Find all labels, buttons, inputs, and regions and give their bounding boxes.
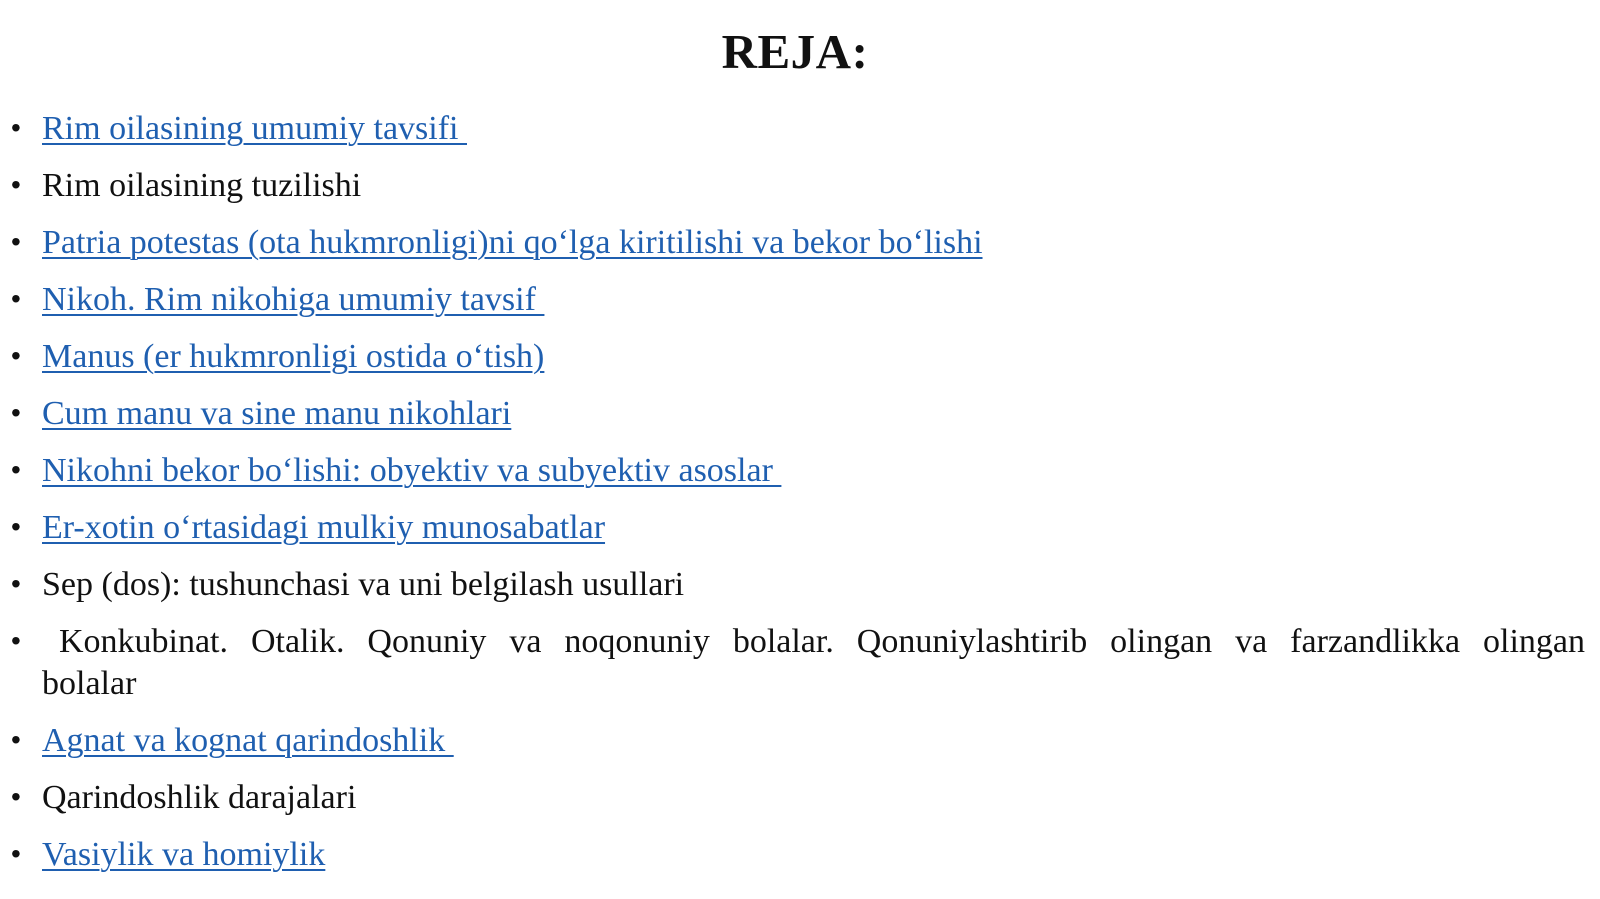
bullet-icon: • (11, 724, 21, 755)
plan-item-1 (0, 108, 1585, 150)
plan-text-rim-oilasi-tuzilishi: Rim oilasining tuzilishi (42, 167, 362, 204)
slide-title: REJA: (721, 24, 869, 79)
plan-item-10 (0, 621, 1600, 705)
plan-item-6 (0, 393, 1585, 435)
plan-link-nikoh-bekor[interactable]: Nikohni bekor bo‘lishi: obyektiv va subyektiv asoslar (42, 452, 782, 489)
plan-link-agnat-kognat[interactable]: Agnat va kognat qarindoshlik (42, 722, 454, 759)
plan-link-cum-manu[interactable]: Cum manu va sine manu nikohlari (42, 395, 512, 432)
bullet-icon: • (11, 397, 21, 428)
bullet-icon: • (11, 568, 21, 599)
plan-item-4 (0, 279, 1585, 321)
bullet-icon: • (11, 625, 21, 656)
bullet-icon: • (11, 112, 21, 143)
plan-text-konkubinat: Konkubinat. Otalik. Qonuniy va noqonuniy bolalar. Qonuniylashtirib olingan va farzandlikka olingan bolalar (42, 623, 1600, 702)
bullet-icon: • (11, 283, 21, 314)
bullet-icon: • (11, 169, 21, 200)
plan-item-12 (0, 777, 1585, 819)
plan-link-rim-oilasi-tavsifi[interactable]: Rim oilasining umumiy tavsifi (42, 110, 467, 147)
plan-list (0, 108, 1600, 891)
bullet-icon: • (11, 340, 21, 371)
plan-item-5 (0, 336, 1585, 378)
plan-item-8 (0, 507, 1585, 549)
plan-item-9 (0, 564, 1585, 606)
bullet-icon: • (11, 226, 21, 257)
bullet-icon: • (11, 781, 21, 812)
plan-item-3 (0, 222, 1585, 264)
plan-text-sep-dos: Sep (dos): tushunchasi va uni belgilash usullari (42, 566, 685, 603)
plan-item-13 (0, 834, 1585, 876)
plan-item-2 (0, 165, 1585, 207)
plan-item-11 (0, 720, 1585, 762)
plan-link-patria-potestas[interactable]: Patria potestas (ota hukmronligi)ni qo‘lga kiritilishi va bekor bo‘lishi (42, 224, 983, 261)
bullet-icon: • (11, 511, 21, 542)
plan-link-mulkiy-munosabatlar[interactable]: Er-xotin o‘rtasidagi mulkiy munosabatlar (42, 509, 606, 546)
bullet-icon: • (11, 838, 21, 869)
plan-link-vasiylik-homiylik[interactable]: Vasiylik va homiylik (42, 836, 326, 873)
plan-link-nikoh-tavsif[interactable]: Nikoh. Rim nikohiga umumiy tavsif (42, 281, 545, 318)
bullet-icon: • (11, 454, 21, 485)
plan-text-qarindoshlik-darajalari: Qarindoshlik darajalari (42, 779, 357, 816)
plan-link-manus[interactable]: Manus (er hukmronligi ostida o‘tish) (42, 338, 545, 375)
plan-item-7 (0, 450, 1585, 492)
